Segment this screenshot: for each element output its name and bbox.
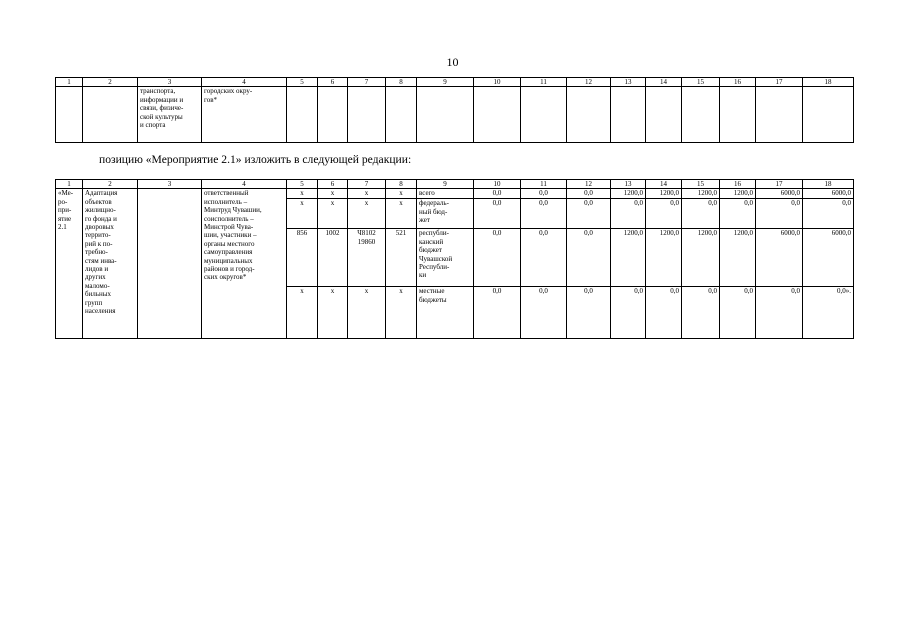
column-header-13: 13 [611, 180, 646, 189]
column-header-8: 8 [386, 78, 417, 87]
table-row [56, 87, 854, 143]
column-header-6: 6 [318, 180, 348, 189]
column-header-1: 1 [56, 180, 83, 189]
page-number: 10 [446, 55, 459, 69]
value-cell: 6000,0 [803, 229, 854, 287]
column-header-4: 4 [202, 78, 287, 87]
value-cell: 0,0 [720, 199, 756, 229]
measure-label: «Ме- ро- при- ятие 2.1 [56, 189, 83, 339]
column-header-15: 15 [682, 180, 720, 189]
value-cell: 1200,0 [682, 229, 720, 287]
value-cell: 6000,0 [756, 229, 803, 287]
value-cell: 0,0 [521, 189, 567, 199]
column-header-3: 3 [138, 180, 202, 189]
value-cell: 6000,0 [756, 189, 803, 199]
column-header-12: 12 [567, 78, 611, 87]
value-cell: 0,0». [803, 287, 854, 339]
column-header-13: 13 [611, 78, 646, 87]
code-c8: x [386, 287, 417, 339]
cell-col4: городских окру- гов* [202, 87, 287, 143]
value-cell: 0,0 [682, 199, 720, 229]
code-c5: x [287, 287, 318, 339]
value-cell: 0,0 [521, 229, 567, 287]
value-cell: 1200,0 [611, 189, 646, 199]
code-c8: x [386, 189, 417, 199]
value-cell: 1200,0 [720, 189, 756, 199]
value-cell: 0,0 [567, 199, 611, 229]
value-cell: 0,0 [567, 229, 611, 287]
value-cell: 0,0 [756, 199, 803, 229]
code-c6: x [318, 189, 348, 199]
column-header-16: 16 [720, 180, 756, 189]
column-header-17: 17 [756, 78, 803, 87]
column-header-10: 10 [474, 180, 521, 189]
code-c5: 856 [287, 229, 318, 287]
value-cell: 1200,0 [646, 229, 682, 287]
value-cell: 1200,0 [720, 229, 756, 287]
column-header-15: 15 [682, 78, 720, 87]
column-header-4: 4 [202, 180, 287, 189]
code-c6: x [318, 287, 348, 339]
column-header-14: 14 [646, 180, 682, 189]
empty-cell [138, 189, 202, 339]
column-number-row [56, 78, 854, 87]
code-c7: x [348, 189, 386, 199]
column-header-17: 17 [756, 180, 803, 189]
value-cell: 1200,0 [611, 229, 646, 287]
measure-description: Адаптация объектов жилищно- го фонда и дворовых террито- рий к по- требно- стям инва- лидов и других маломо- бильных групп населения [83, 189, 138, 339]
column-header-1: 1 [56, 78, 83, 87]
column-header-5: 5 [287, 78, 318, 87]
value-cell: 0,0 [474, 287, 521, 339]
cell-col3: транспорта, информации и связи, физиче- ской культуры и спорта [138, 87, 202, 143]
column-header-9: 9 [417, 78, 474, 87]
code-c7: x [348, 287, 386, 339]
value-cell: 0,0 [756, 287, 803, 339]
value-cell: 1200,0 [646, 189, 682, 199]
funding-source: республи- канский бюджет Чувашской Республи- ки [417, 229, 474, 287]
value-cell: 6000,0 [803, 189, 854, 199]
column-header-10: 10 [474, 78, 521, 87]
value-cell: 0,0 [474, 229, 521, 287]
value-cell: 0,0 [611, 287, 646, 339]
value-cell: 0,0 [646, 199, 682, 229]
column-header-16: 16 [720, 78, 756, 87]
column-header-6: 6 [318, 78, 348, 87]
instruction-text: позицию «Мероприятие 2.1» изложить в следующей редакции: [99, 153, 412, 166]
value-cell: 0,0 [682, 287, 720, 339]
code-c6: 1002 [318, 229, 348, 287]
code-c5: x [287, 199, 318, 229]
code-c8: 521 [386, 229, 417, 287]
value-cell: 0,0 [803, 199, 854, 229]
column-header-7: 7 [348, 78, 386, 87]
value-cell: 0,0 [567, 189, 611, 199]
column-header-5: 5 [287, 180, 318, 189]
value-cell: 1200,0 [682, 189, 720, 199]
column-header-2: 2 [83, 78, 138, 87]
column-header-11: 11 [521, 180, 567, 189]
funding-source: всего [417, 189, 474, 199]
code-c5: x [287, 189, 318, 199]
value-cell: 0,0 [646, 287, 682, 339]
column-header-3: 3 [138, 78, 202, 87]
value-cell: 0,0 [567, 287, 611, 339]
column-header-12: 12 [567, 180, 611, 189]
code-c6: x [318, 199, 348, 229]
column-header-2: 2 [83, 180, 138, 189]
table-row [56, 189, 854, 199]
value-cell: 0,0 [474, 189, 521, 199]
continued-table [55, 77, 854, 143]
code-c7: Ч8102 19860 [348, 229, 386, 287]
funding-source: местные бюджеты [417, 287, 474, 339]
value-cell: 0,0 [474, 199, 521, 229]
column-header-18: 18 [803, 180, 854, 189]
column-header-7: 7 [348, 180, 386, 189]
code-c7: x [348, 199, 386, 229]
column-header-14: 14 [646, 78, 682, 87]
column-number-row [56, 180, 854, 189]
value-cell: 0,0 [521, 199, 567, 229]
value-cell: 0,0 [521, 287, 567, 339]
value-cell: 0,0 [611, 199, 646, 229]
column-header-11: 11 [521, 78, 567, 87]
value-cell: 0,0 [720, 287, 756, 339]
measure-table [55, 179, 854, 339]
funding-source: федераль- ный бюд- жет [417, 199, 474, 229]
column-header-8: 8 [386, 180, 417, 189]
executors-cell: ответственный исполнитель – Минтруд Чувашии, соисполнитель – Минстрой Чува- шии, участники – органы местного самоуправления муниципальных районов и город- ских округов* [202, 189, 287, 339]
code-c8: x [386, 199, 417, 229]
column-header-9: 9 [417, 180, 474, 189]
column-header-18: 18 [803, 78, 854, 87]
